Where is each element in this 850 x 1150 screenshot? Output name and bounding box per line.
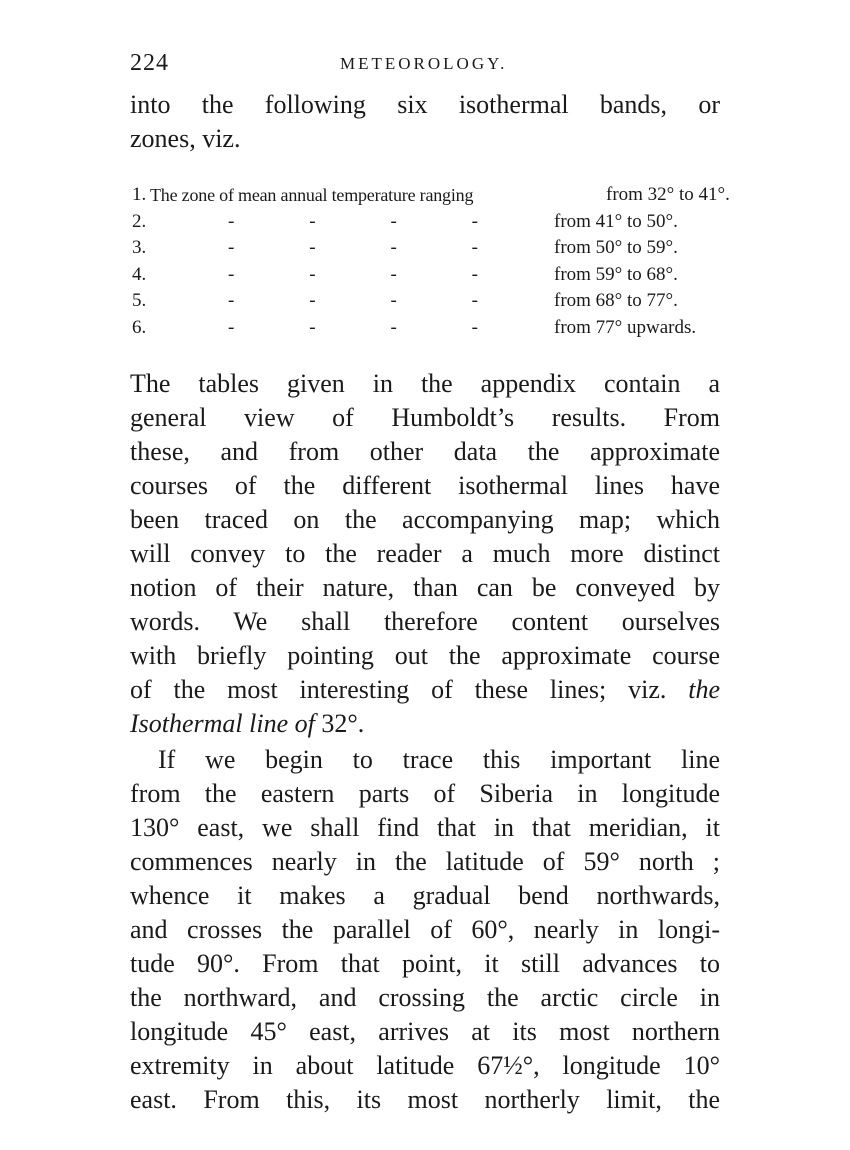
- running-title: METEOROLOGY.: [340, 54, 508, 73]
- zone-range: from 41° to 50°.: [554, 210, 678, 232]
- ditto-dashes: [228, 209, 478, 236]
- paragraph-humboldt: [130, 367, 720, 741]
- ditto-dash: -: [228, 237, 235, 258]
- paragraph-line: with briefly pointing out the approximate course: [130, 641, 720, 670]
- ditto-dash: -: [228, 290, 235, 311]
- paragraph-line: If we begin to trace this important line: [158, 745, 720, 774]
- ditto-dash: -: [390, 263, 397, 285]
- paragraph-line: the northward, and crossing the arctic circle in: [130, 983, 720, 1012]
- paragraph-line-with-italic: [130, 707, 720, 741]
- intro-line: zones, viz.: [130, 124, 241, 153]
- paragraph-siberia: [130, 743, 720, 1117]
- ditto-dash: -: [471, 290, 478, 311]
- paragraph-line: notion of their nature, than can be conveyed by: [130, 573, 720, 602]
- italic-phrase: Isothermal line of: [130, 709, 315, 738]
- paragraph-line: courses of the different isothermal lines have: [130, 471, 720, 500]
- page-number: 224: [130, 50, 169, 76]
- ditto-dash: -: [309, 263, 316, 285]
- ditto-dash: -: [309, 237, 316, 258]
- ditto-dash: -: [309, 290, 316, 311]
- ditto-dash: -: [228, 316, 235, 338]
- ditto-dash: -: [390, 316, 397, 338]
- zone-row: [132, 182, 728, 209]
- running-head: [130, 46, 720, 82]
- ditto-dash: -: [471, 316, 478, 338]
- paragraph-line-text: of the most interesting of these lines; viz.: [130, 675, 667, 704]
- paragraph-line-with-italic: [130, 673, 720, 707]
- paragraph-line-text: 32°.: [321, 709, 365, 738]
- zone-number: 2.: [132, 210, 147, 232]
- ditto-dashes: [228, 315, 478, 342]
- paragraph-line: will convey to the reader a much more distinct: [130, 539, 720, 568]
- paragraph-line: words. We shall therefore content ourselves: [130, 607, 720, 636]
- paragraph-line: extremity in about latitude 67½°, longitude 10°: [130, 1051, 720, 1080]
- zone-range: from 59° to 68°.: [554, 263, 678, 285]
- paragraph-line: The tables given in the appendix contain a: [130, 369, 720, 398]
- paragraph-line: whence it makes a gradual bend northwards,: [130, 881, 720, 910]
- ditto-dash: -: [228, 263, 235, 285]
- zone-row: [132, 315, 728, 342]
- ditto-dashes: [228, 262, 478, 289]
- ditto-dash: -: [309, 210, 316, 232]
- zone-number: 5.: [132, 290, 147, 311]
- zone-number: 3.: [132, 237, 147, 258]
- ditto-dash: -: [390, 290, 397, 311]
- paragraph-line: east. From this, its most northerly limit, the: [130, 1085, 720, 1114]
- intro-text: [130, 88, 720, 156]
- ditto-dash: -: [471, 210, 478, 232]
- ditto-dashes: [228, 235, 478, 262]
- ditto-dash: -: [390, 237, 397, 258]
- zone-range: from 68° to 77°.: [554, 290, 678, 311]
- zone-number: 1.: [132, 184, 147, 205]
- paragraph-line: and crosses the parallel of 60°, nearly in longi-: [130, 915, 720, 944]
- paragraph-line: general view of Humboldt’s results. From: [130, 403, 720, 432]
- paragraph-line: longitude 45° east, arrives at its most northern: [130, 1017, 720, 1046]
- ditto-dash: -: [309, 316, 316, 338]
- zone-row: [132, 235, 728, 262]
- zone-number: 6.: [132, 316, 147, 338]
- paragraph-line: 130° east, we shall find that in that meridian, it: [130, 813, 720, 842]
- paragraph-line: from the eastern parts of Siberia in longitude: [130, 779, 720, 808]
- paragraph-line: been traced on the accompanying map; which: [130, 505, 720, 534]
- paragraph-line: these, and from other data the approximate: [130, 437, 720, 466]
- ditto-dash: -: [228, 210, 235, 232]
- zone-description: The zone of mean annual temperature ranging: [150, 185, 474, 205]
- zone-row: [132, 262, 728, 289]
- zone-row: [132, 209, 728, 236]
- intro-line: into the following six isothermal bands, or: [130, 90, 720, 119]
- zone-range: from 32° to 41°.: [606, 184, 730, 205]
- italic-word: the: [688, 675, 720, 704]
- zone-range: from 77° upwards.: [554, 316, 697, 338]
- zone-number: 4.: [132, 263, 147, 285]
- ditto-dashes: [228, 288, 478, 315]
- ditto-dash: -: [471, 263, 478, 285]
- zone-row: [132, 288, 728, 315]
- ditto-dash: -: [390, 210, 397, 232]
- paragraph-line: tude 90°. From that point, it still advances to: [130, 949, 720, 978]
- ditto-dash: -: [471, 237, 478, 258]
- paragraph-line: commences nearly in the latitude of 59° north ;: [130, 847, 720, 876]
- zone-range: from 50° to 59°.: [554, 237, 678, 258]
- zone-list: [132, 182, 728, 341]
